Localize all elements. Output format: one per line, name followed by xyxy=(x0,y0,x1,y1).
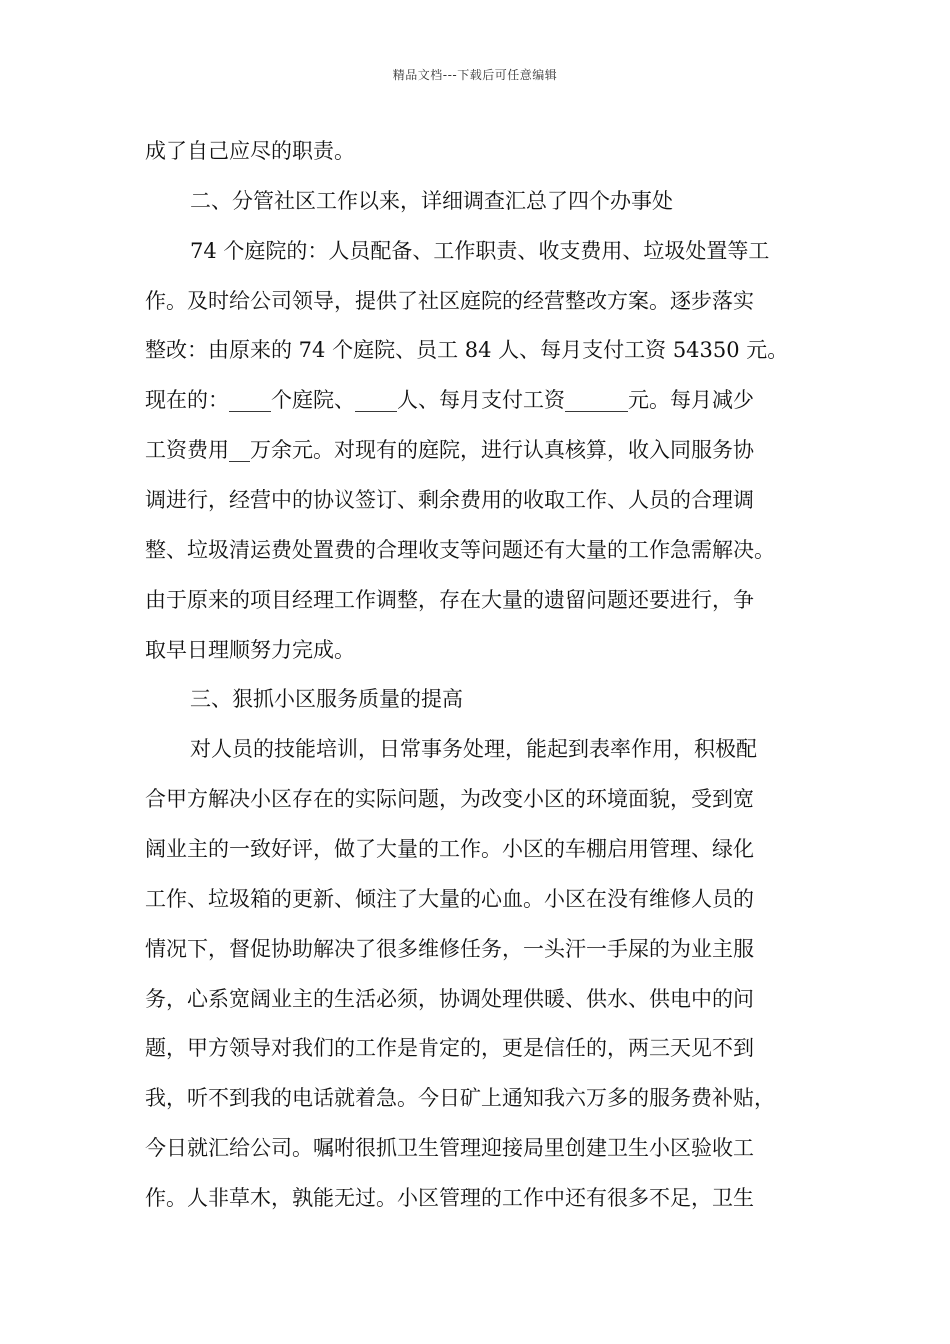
text-line: 务，心系宽阔业主的生活必须，协调处理供暖、供水、供电中的问 xyxy=(145,987,754,1011)
text-line: 整、垃圾清运费处置费的合理收支等问题还有大量的工作急需解决。 xyxy=(145,538,775,562)
section-heading-3: 三、狠抓小区服务质量的提高 xyxy=(190,687,463,711)
text-line: 我，听不到我的电话就着急。今日矿上通知我六万多的服务费补贴， xyxy=(145,1086,775,1110)
page-header: 精品文档---下载后可任意编辑 xyxy=(392,68,558,82)
text-line: 整改：由原来的 74 个庭院、员工 84 人、每月支付工资 54350 元。 xyxy=(145,338,789,362)
text-line: 作。人非草木，孰能无过。小区管理的工作中还有很多不足，卫生 xyxy=(145,1186,754,1210)
text-line: 调进行，经营中的协议签订、剩余费用的收取工作、人员的合理调 xyxy=(145,488,754,512)
text-line: 阔业主的一致好评，做了大量的工作。小区的车棚启用管理、绿化 xyxy=(145,837,754,861)
text-line: 合甲方解决小区存在的实际问题，为改变小区的环境面貌，受到宽 xyxy=(145,787,754,811)
text-line: 工作、垃圾箱的更新、倾注了大量的心血。小区在没有维修人员的 xyxy=(145,887,754,911)
text-line: 今日就汇给公司。嘱咐很抓卫生管理迎接局里创建卫生小区验收工 xyxy=(145,1136,754,1160)
text-line: 由于原来的项目经理工作调整，存在大量的遗留问题还要进行，争 xyxy=(145,588,754,612)
text-line: 情况下，督促协助解决了很多维修任务，一头汗一手屎的为业主服 xyxy=(145,937,754,961)
section-heading-2: 二、分管社区工作以来，详细调查汇总了四个办事处 xyxy=(190,189,673,213)
text-line: 题，甲方领导对我们的工作是肯定的，更是信任的，两三天见不到 xyxy=(145,1036,754,1060)
text-line: 现在的：____个庭院、____人、每月支付工资______元。每月减少 xyxy=(145,388,754,412)
text-line: 74 个庭院的：人员配备、工作职责、收支费用、垃圾处置等工 xyxy=(190,239,770,263)
text-line: 成了自己应尽的职责。 xyxy=(145,139,355,163)
text-line: 取早日理顺努力完成。 xyxy=(145,638,355,662)
text-line: 作。及时给公司领导，提供了社区庭院的经营整改方案。逐步落实 xyxy=(145,289,754,313)
text-line: 对人员的技能培训，日常事务处理，能起到表率作用，积极配 xyxy=(190,737,757,761)
text-line: 工资费用__万余元。对现有的庭院，进行认真核算，收入同服务协 xyxy=(145,438,754,462)
